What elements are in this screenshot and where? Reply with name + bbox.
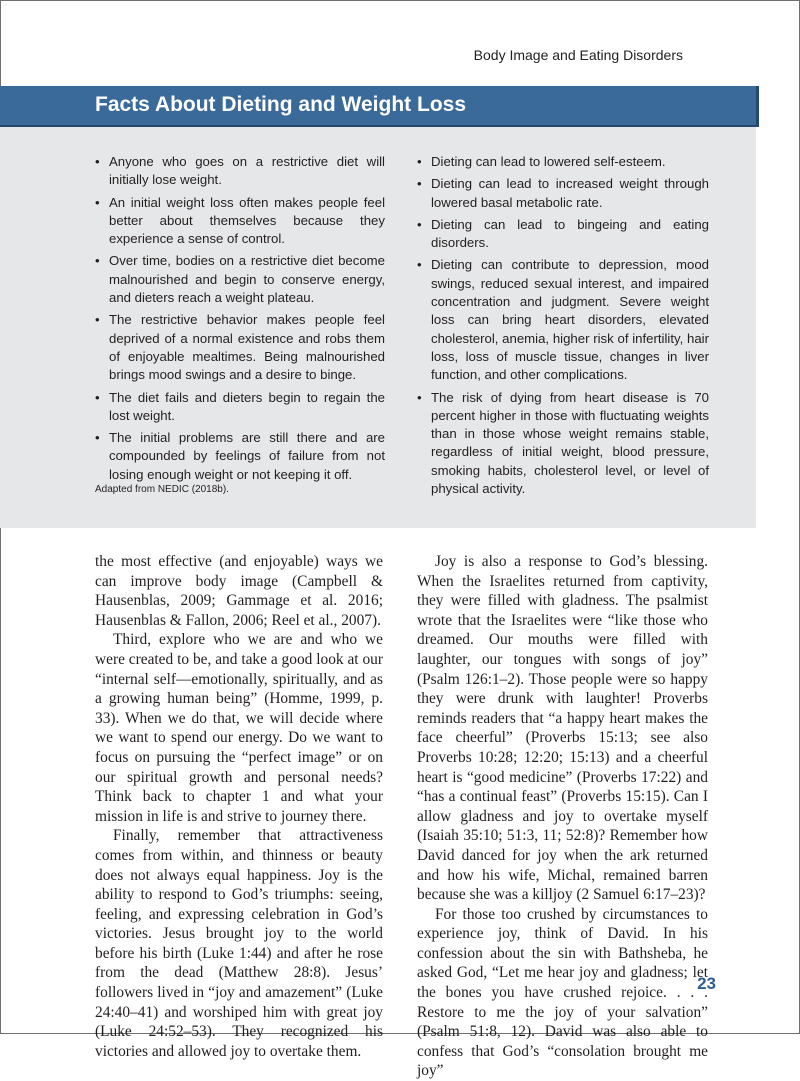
bullet-icon: •: [95, 389, 100, 405]
fact-item: [95, 194, 385, 249]
source-note: Adapted from NEDIC (2018b).: [95, 484, 229, 495]
bullet-icon: •: [417, 389, 422, 405]
fact-text: The diet fails and dieters begin to regain the lost weight.: [109, 389, 385, 423]
bullet-icon: •: [95, 194, 100, 210]
fact-item: [95, 252, 385, 307]
fact-item: [95, 429, 385, 484]
fact-text: Anyone who goes on a restrictive diet will initially lose weight.: [109, 154, 385, 188]
fact-item: [95, 311, 385, 384]
body-paragraph: the most effective (and enjoyable) ways we can improve body image (Campbell & Hausenblas, 2009; Gammage et al. 2016; Hausenblas & Fallon, 2006; Reel et al., 2007).: [95, 553, 383, 629]
fact-text: Dieting can contribute to depression, mood swings, reduced sexual interest, and impaired concentration and judgment. Severe weight loss can bring heart disorders, elevated cholesterol, anemia, higher risk of infertility, hair loss, loss of muscle tissue, changes in liver function, and other complications.: [431, 257, 709, 383]
page-number: 23: [697, 974, 716, 993]
running-head: Body Image and Eating Disorders: [473, 47, 683, 63]
body-paragraph: Finally, remember that attractiveness comes from within, and thinness or beauty does not always equal happiness. Joy is the ability to respond to God’s triumphs: seeing, feeling, and expressing celebration in God’s victories. Jesus brought joy to the world before his birth (Luke 1:44) and after he rose from the dead (Matthew 28:8). Jesus’ followers lived in “joy and amazement” (Luke 24:40–41) and worshiped him with great joy (Luke 24:52–53). They recognized his victories and allowed joy to overtake them.: [95, 827, 383, 1060]
fact-item: [417, 389, 709, 499]
bullet-icon: •: [417, 257, 422, 273]
fact-text: The risk of dying from heart disease is 70 percent higher in those with fluctuating weights than in those whose weight remains stable, regardless of initial weight, blood pressure, smoking habits, cholesterol level, or level of physical activity.: [431, 389, 709, 497]
body-paragraph: For those too crushed by circumstances to experience joy, think of David. In his confession about the sin with Bathsheba, he asked God, “Let me hear joy and gladness; let the bones you have crushed rejoice. . . . Restore to me the joy of your salvation” (Psalm 51:8, 12). David was also able to confess that God’s “consolation brought me joy”: [417, 905, 708, 1080]
body-column-right: [417, 552, 708, 1081]
bullet-icon: •: [95, 312, 100, 328]
bullet-icon: •: [95, 154, 100, 169]
body-paragraph: Third, explore who we are and who we were created to be, and take a good look at our “internal self—emotionally, spiritually, and as a growing human being” (Homme, 1999, p. 33). When we do that, we will decide where we want to spend our energy. Do we want to focus on pursuing the “perfect image” or on our spiritual growth and personal needs? Think back to chapter 1 and what your mission in life is and strive to journey there.: [95, 631, 383, 825]
fact-text: An initial weight loss often makes people feel better about themselves because they experience a sense of control.: [109, 194, 385, 247]
bullet-icon: •: [417, 154, 422, 169]
fact-text: Over time, bodies on a restrictive diet become malnourished and begin to conserve energy, and dieters reach a weight plateau.: [109, 253, 385, 306]
fact-item: [417, 216, 709, 253]
fact-text: The restrictive behavior makes people feel deprived of a normal existence and robs them of enjoyable mealtimes. Being malnourished brings mood swings and a desire to binge.: [109, 312, 385, 383]
bullet-icon: •: [95, 253, 100, 269]
body-paragraph: Joy is also a response to God’s blessing. When the Israelites returned from captivity, they were filled with gladness. The psalmist wrote that the Israelites were “like those who dreamed. Our mouths were filled with laughter, our tongues with songs of joy” (Psalm 126:1–2). Those people were so happy they were drunk with laughter! Proverbs reminds readers that “a happy heart makes the face cheerful” (Proverbs 15:13; see also Proverbs 10:28; 12:20; 15:13) and a cheerful heart is “good medicine” (Proverbs 17:22) and “has a continual feast” (Proverbs 15:15). Can I allow gladness and joy to overtake myself (Isaiah 35:10; 51:3, 11; 52:8)? Remember how David danced for joy when the ark returned and how his wife, Michal, remained barren because she was a killjoy (2 Samuel 6:17–23)?: [417, 553, 708, 904]
fact-item: [417, 175, 709, 212]
fact-text: Dieting can lead to lowered self-esteem.: [431, 154, 666, 169]
sidebar-banner: [0, 86, 759, 127]
fact-item: [95, 153, 385, 190]
bullet-icon: •: [417, 176, 422, 192]
fact-text: Dieting can lead to increased weight through lowered basal metabolic rate.: [431, 176, 709, 210]
body-column-left: [95, 552, 383, 1061]
fact-item: [95, 389, 385, 426]
bullet-icon: •: [95, 430, 100, 446]
facts-list-right: [417, 153, 709, 502]
fact-text: Dieting can lead to bingeing and eating disorders.: [431, 216, 709, 251]
bullet-icon: •: [417, 216, 422, 232]
fact-item: [417, 256, 709, 384]
fact-item: [417, 153, 709, 171]
sidebar-title: Facts About Dieting and Weight Loss: [95, 93, 467, 116]
facts-list-left: [95, 153, 385, 488]
fact-text: The initial problems are still there and are compounded by feelings of failure from not losing enough weight or not keeping it off.: [109, 430, 385, 482]
